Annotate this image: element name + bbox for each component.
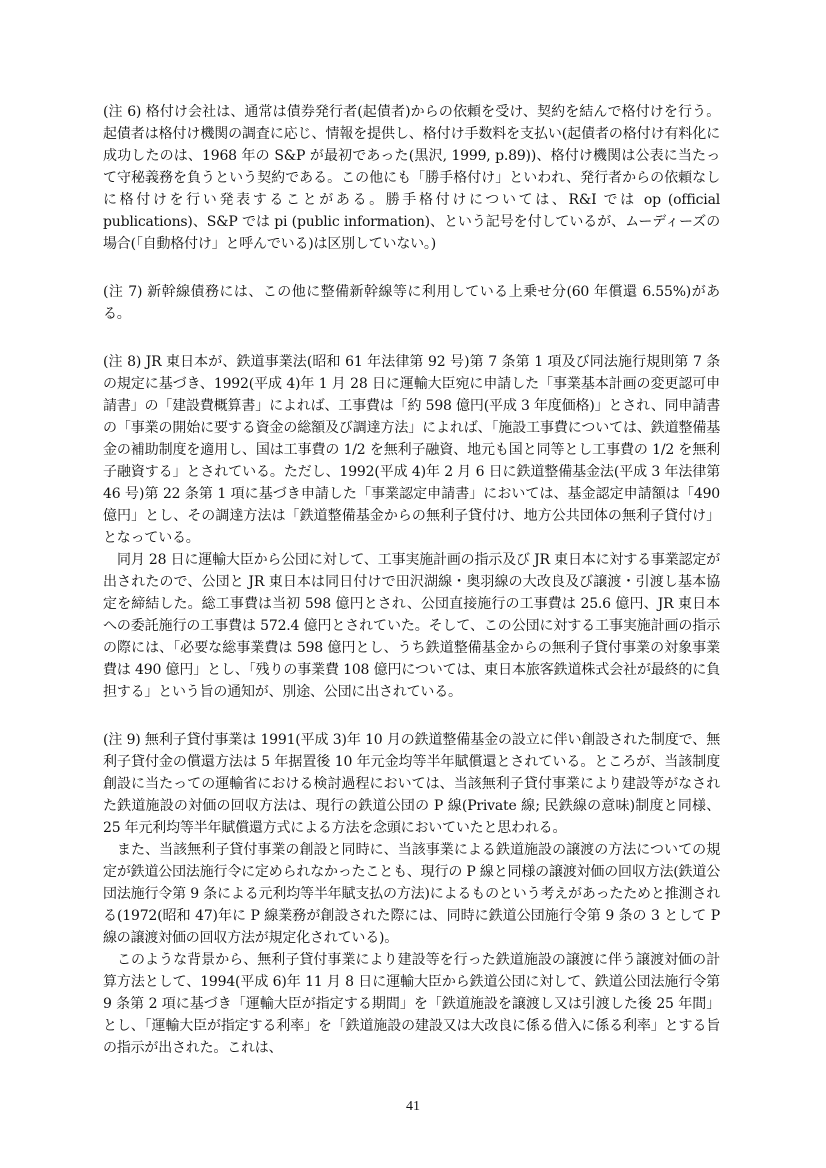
footnote-paragraph: (注 7) 新幹線債務には、この他に整備新幹線等に利用している上乗せ分(60 年償還 6.55%)がある。 bbox=[103, 284, 720, 322]
page-number: 41 bbox=[406, 1099, 420, 1114]
footnote-paragraph: 同月 28 日に運輸大臣から公団に対して、工事実施計画の指示及び JR 東日本に対する事業認定が出されたので、公団と JR 東日本は同日付けで田沢湖線・奥羽線の大改良及び譲渡・引渡し基本協定を締結した。総工事費は当初 598 億円とされ、公団直接施行の工事費は 25.6 億円、JR 東日本への委託施行の工事費は 572.4 億円とされていた。そして、この公団に対する工事実施計画の指示の際には、「必要な総事業費は 598 億円とし、うち鉄道整備基金からの無利子貸付事業の対象事業費は 490 億円」とし、「残りの事業費 108 億円については、東日本旅客鉄道株式会社が最終的に負担する」という旨の通知が、別途、公団に出されている。 bbox=[103, 552, 720, 700]
footnote-7 bbox=[103, 281, 720, 325]
footnote-paragraph: また、当該無利子貸付事業の創設と同時に、当該事業による鉄道施設の譲渡の方法についての規定が鉄道公団法施行令に定められなかったことも、現行の P 線と同様の譲渡対価の回収方法(鉄道公団法施行令第 9 条による元利均等半年賦支払の方法)によるものという考えがあったためと推測される(1972(昭和 47)年に P 線業務が創設された際には、同時に鉄道公団施行令第 9 条の 3 として P 線の譲渡対価の回収方法が規定化されている)。 bbox=[103, 842, 720, 946]
footnote-paragraph: このような背景から、無利子貸付事業により建設等を行った鉄道施設の譲渡に伴う譲渡対価の計算方法として、1994(平成 6)年 11 月 8 日に運輸大臣から鉄道公団に対して、鉄道公団法施行令第 9 条第 2 項に基づき「運輸大臣が指定する期間」を「鉄道施設を譲渡し又は引渡した後 25 年間」とし、「運輸大臣が指定する利率」を「鉄道施設の建設又は大改良に係る借入に係る利率」とする旨の指示が出された。これは、 bbox=[103, 952, 720, 1056]
footnote-9 bbox=[103, 729, 720, 1059]
footnote-6 bbox=[103, 101, 720, 255]
footnote-paragraph: (注 6) 格付け会社は、通常は債券発行者(起債者)からの依頼を受け、契約を結んで格付けを行う。起債者は格付け機関の調査に応じ、情報を提供し、格付け手数料を支払い(起債者の格付け有料化に成功したのは、1968 年の S&P が最初であった(黒沢, 1999, p.89))、格付け機関は公表に当たって守秘義務を負うという契約である。この他にも「勝手格付け」といわれ、発行者からの依頼なしに格付けを行い発表することがある。勝手格付けについては、R&I では op (official publications)、S&P では pi (public information)、という記号を付しているが、ムーディーズの場合(「自動格付け」と呼んでいる)は区別していない。) bbox=[103, 104, 720, 252]
footnote-paragraph: (注 9) 無利子貸付事業は 1991(平成 3)年 10 月の鉄道整備基金の設立に伴い創設された制度で、無利子貸付金の償還方法は 5 年据置後 10 年元金均等半年賦償還とされている。ところが、当該制度創設に当たっての運輸省における検討過程においては、当該無利子貸付事業により建設等がなされた鉄道施設の対価の回収方法は、現行の鉄道公団の P 線(Private 線; 民鉄線の意味)制度と同様、25 年元利均等半年賦償還方式による方法を念頭においていたと思われる。 bbox=[103, 732, 720, 836]
footnote-paragraph: (注 8) JR 東日本が、鉄道事業法(昭和 61 年法律第 92 号)第 7 条第 1 項及び同法施行規則第 7 条の規定に基づき、1992(平成 4)年 1 月 28 日に運輸大臣宛に申請した「事業基本計画の変更認可申請書」の「建設費概算書」によれば、工事費は「約 598 億円(平成 3 年度価格)」とされ、同申請書の「事業の開始に要する資金の総額及び調達方法」によれば、「施設工事費については、鉄道整備基金の補助制度を適用し、国は工事費の 1/2 を無利子融資、地元も国と同等とし工事費の 1/2 を無利子融資する」とされている。ただし、1992(平成 4)年 2 月 6 日に鉄道整備基金法(平成 3 年法律第 46 号)第 22 条第 1 項に基づき申請した「事業認定申請書」においては、基金認定申請額は「490 億円」とし、その調達方法は「鉄道整備基金からの無利子貸付け、地方公共団体の無利子貸付け」となっている。 bbox=[103, 354, 720, 546]
footnote-8 bbox=[103, 351, 720, 703]
document-body bbox=[103, 101, 720, 1085]
